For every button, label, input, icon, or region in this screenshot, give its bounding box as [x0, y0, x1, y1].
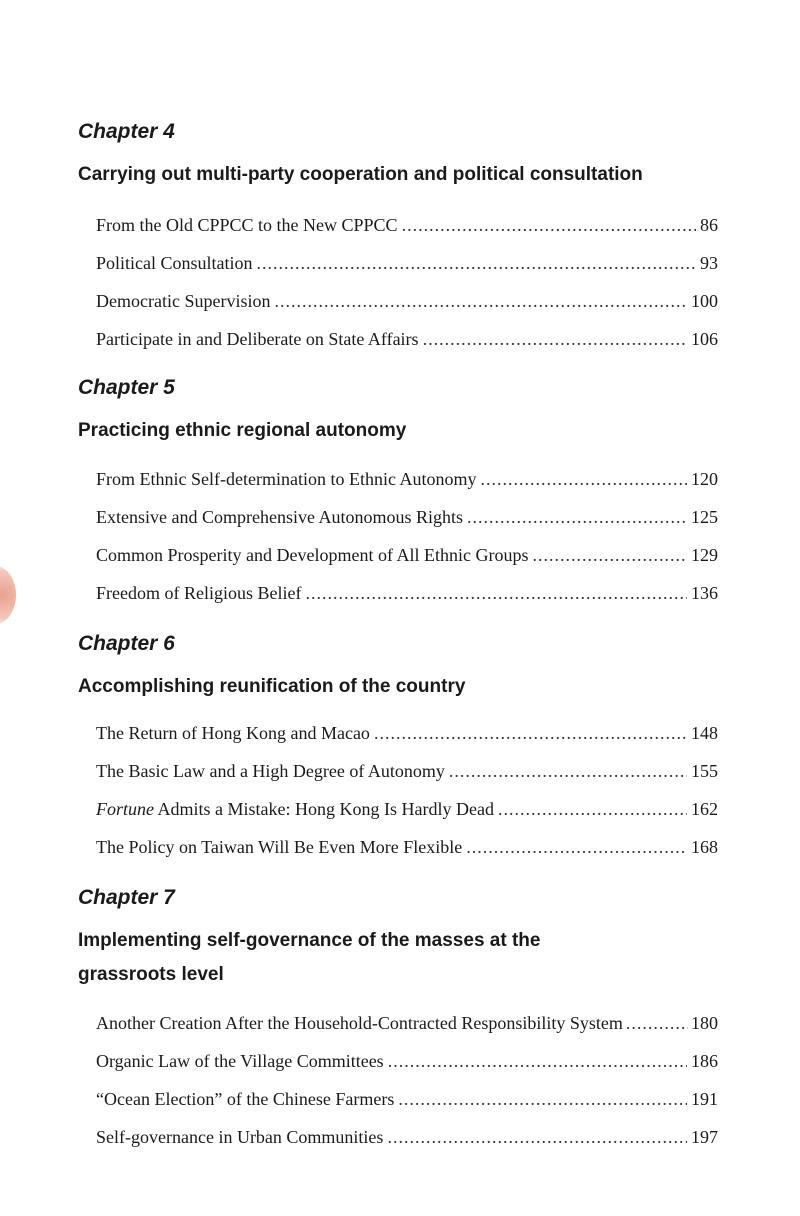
dot-leader: [626, 1004, 688, 1042]
dot-leader: [480, 460, 687, 498]
toc-entry-page: 86: [700, 215, 718, 235]
chapter-label: Chapter 5: [78, 376, 175, 399]
dot-leader: [498, 790, 687, 828]
toc-entry-title: The Basic Law and a High Degree of Autonomy: [96, 761, 445, 781]
toc-entry[interactable]: [96, 714, 718, 752]
toc-entry-page: 186: [691, 1051, 718, 1071]
dot-leader: [305, 574, 687, 612]
chapter-label: Chapter 6: [78, 632, 175, 655]
toc-entry-title: Admits a Mistake: Hong Kong Is Hardly Dead: [154, 799, 494, 819]
toc-entry-title: Common Prosperity and Development of All Ethnic Groups: [96, 545, 529, 565]
toc-entry[interactable]: [96, 574, 718, 612]
dot-leader: [274, 282, 687, 320]
toc-entry-title: Freedom of Religious Belief: [96, 583, 302, 603]
toc-entry-title: Political Consultation: [96, 253, 253, 273]
toc-entry-title: Self-governance in Urban Communities: [96, 1127, 384, 1147]
toc-entry-page: 106: [691, 329, 718, 349]
dot-leader: [374, 714, 687, 752]
toc-entry[interactable]: [96, 498, 718, 536]
toc-entry-page: 136: [691, 583, 718, 603]
toc-entry-title: Organic Law of the Village Committees: [96, 1051, 384, 1071]
dot-leader: [449, 752, 687, 790]
toc-entry-page: 100: [691, 291, 718, 311]
chapter-title: Practicing ethnic regional autonomy: [78, 420, 407, 441]
toc-entry[interactable]: [96, 244, 718, 282]
dot-leader: [423, 320, 687, 358]
dot-leader: [388, 1042, 687, 1080]
toc-entry[interactable]: [96, 828, 718, 866]
chapter-label: Chapter 7: [78, 886, 175, 909]
dot-leader: [387, 1118, 687, 1156]
toc-entry-page: 162: [691, 799, 718, 819]
toc-entry-title: From the Old CPPCC to the New CPPCC: [96, 215, 398, 235]
toc-entry[interactable]: [96, 320, 718, 358]
toc-entry-title: From Ethnic Self-determination to Ethnic Autonomy: [96, 469, 477, 489]
dot-leader: [532, 536, 687, 574]
dot-leader: [402, 206, 696, 244]
toc-entry-page: 93: [700, 253, 718, 273]
toc-entry-title: The Return of Hong Kong and Macao: [96, 723, 370, 743]
chapter-title-line-2: grassroots level: [78, 964, 224, 985]
chapter-title-line-1: Implementing self-governance of the masses at the: [78, 930, 541, 951]
toc-entry[interactable]: [96, 536, 718, 574]
toc-entry-title-wrap: [96, 790, 494, 828]
toc-entry[interactable]: [96, 752, 718, 790]
toc-entry[interactable]: [96, 460, 718, 498]
chapter-title: Accomplishing reunification of the country: [78, 676, 466, 697]
dot-leader: [257, 244, 697, 282]
toc-entry-page: 148: [691, 723, 718, 743]
toc-entry[interactable]: [96, 1080, 718, 1118]
dot-leader: [466, 828, 687, 866]
chapter-title: [78, 924, 738, 992]
toc-entry-page: 197: [691, 1127, 718, 1147]
toc-entry[interactable]: [96, 1004, 718, 1042]
toc-entry-title: Another Creation After the Household-Contracted Responsibility System: [96, 1013, 623, 1033]
toc-entry-title: Democratic Supervision: [96, 291, 271, 311]
dot-leader: [467, 498, 687, 536]
toc-entry-title: “Ocean Election” of the Chinese Farmers: [96, 1089, 395, 1109]
toc-entry-title: The Policy on Taiwan Will Be Even More Flexible: [96, 837, 463, 857]
toc-entry[interactable]: [96, 282, 718, 320]
toc-entry[interactable]: [96, 1042, 718, 1080]
toc-entry-page: 168: [691, 837, 718, 857]
italic-title-part: Fortune: [96, 799, 154, 819]
toc-entry[interactable]: [96, 790, 718, 828]
toc-entry-page: 191: [691, 1089, 718, 1109]
toc-entry-title: Participate in and Deliberate on State Affairs: [96, 329, 419, 349]
page-edge-mark: [0, 565, 16, 625]
toc-entry[interactable]: [96, 1118, 718, 1156]
toc-entry[interactable]: [96, 206, 718, 244]
toc-entry-page: 120: [691, 469, 718, 489]
toc-entry-page: 129: [691, 545, 718, 565]
toc-entry-title: Extensive and Comprehensive Autonomous Rights: [96, 507, 463, 527]
dot-leader: [398, 1080, 687, 1118]
toc-entry-page: 180: [691, 1013, 718, 1033]
chapter-title: Carrying out multi-party cooperation and political consultation: [78, 164, 643, 185]
toc-entry-page: 155: [691, 761, 718, 781]
toc-entry-page: 125: [691, 507, 718, 527]
chapter-label: Chapter 4: [78, 120, 175, 143]
